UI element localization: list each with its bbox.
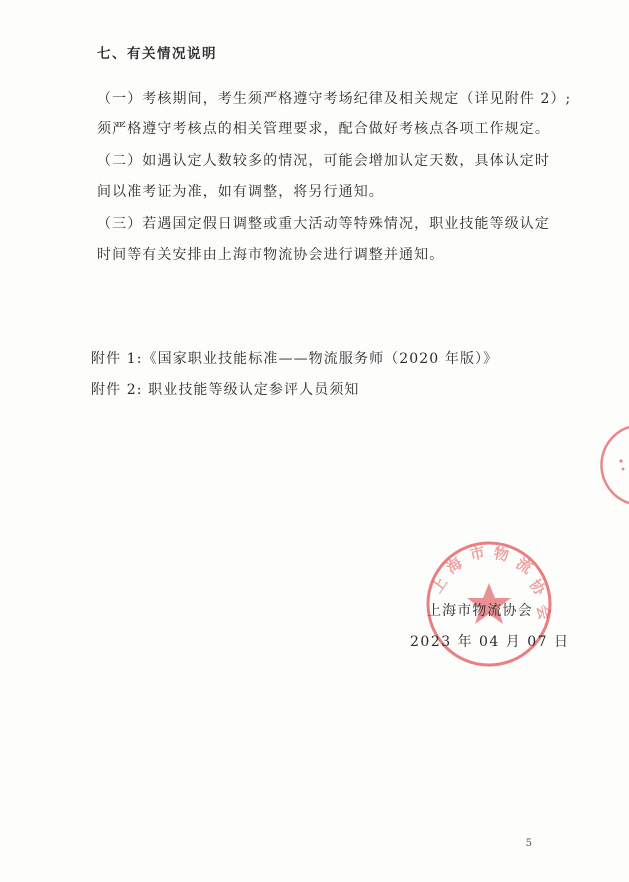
svg-text:上: 上 xyxy=(427,573,451,597)
edge-seal xyxy=(599,425,629,505)
svg-text:物: 物 xyxy=(492,544,511,565)
paragraph-2-line-2: 间以准考证为准，如有调整，将另行通知。 xyxy=(97,184,384,200)
paragraph-3-line-2: 时间等有关安排由上海市物流协会进行调整并通知。 xyxy=(97,247,445,263)
signature-date: 2023 年 04 月 07 日 xyxy=(410,634,570,650)
svg-text:市: 市 xyxy=(468,543,487,564)
svg-text:会: 会 xyxy=(533,603,554,622)
signature-organization: 上海市物流协会 xyxy=(427,603,533,619)
paragraph-1-line-1: （一）考核期间，考生须严格遵守考场纪律及相关规定（详见附件 2）; xyxy=(97,91,572,107)
paragraph-1-line-2: 须严格遵守考核点的相关管理要求，配合做好考核点各项工作规定。 xyxy=(97,121,550,137)
attachment-2: 附件 2: 职业技能等级认定参评人员须知 xyxy=(91,382,360,398)
attachment-1: 附件 1:《国家职业技能标准——物流服务师（2020 年版）》 xyxy=(91,351,499,367)
svg-text:协: 协 xyxy=(525,575,550,599)
svg-text:流: 流 xyxy=(512,554,536,578)
paragraph-3-line-1: （三）若遇国定假日调整或重大活动等特殊情况，职业技能等级认定 xyxy=(97,216,550,232)
paragraph-2-line-1: （二）如遇认定人数较多的情况，可能会增加认定天数，具体认定时 xyxy=(97,153,550,169)
svg-text:海: 海 xyxy=(442,553,466,578)
page-number: 5 xyxy=(525,838,532,849)
section-heading: 七、有关情况说明 xyxy=(97,46,217,62)
